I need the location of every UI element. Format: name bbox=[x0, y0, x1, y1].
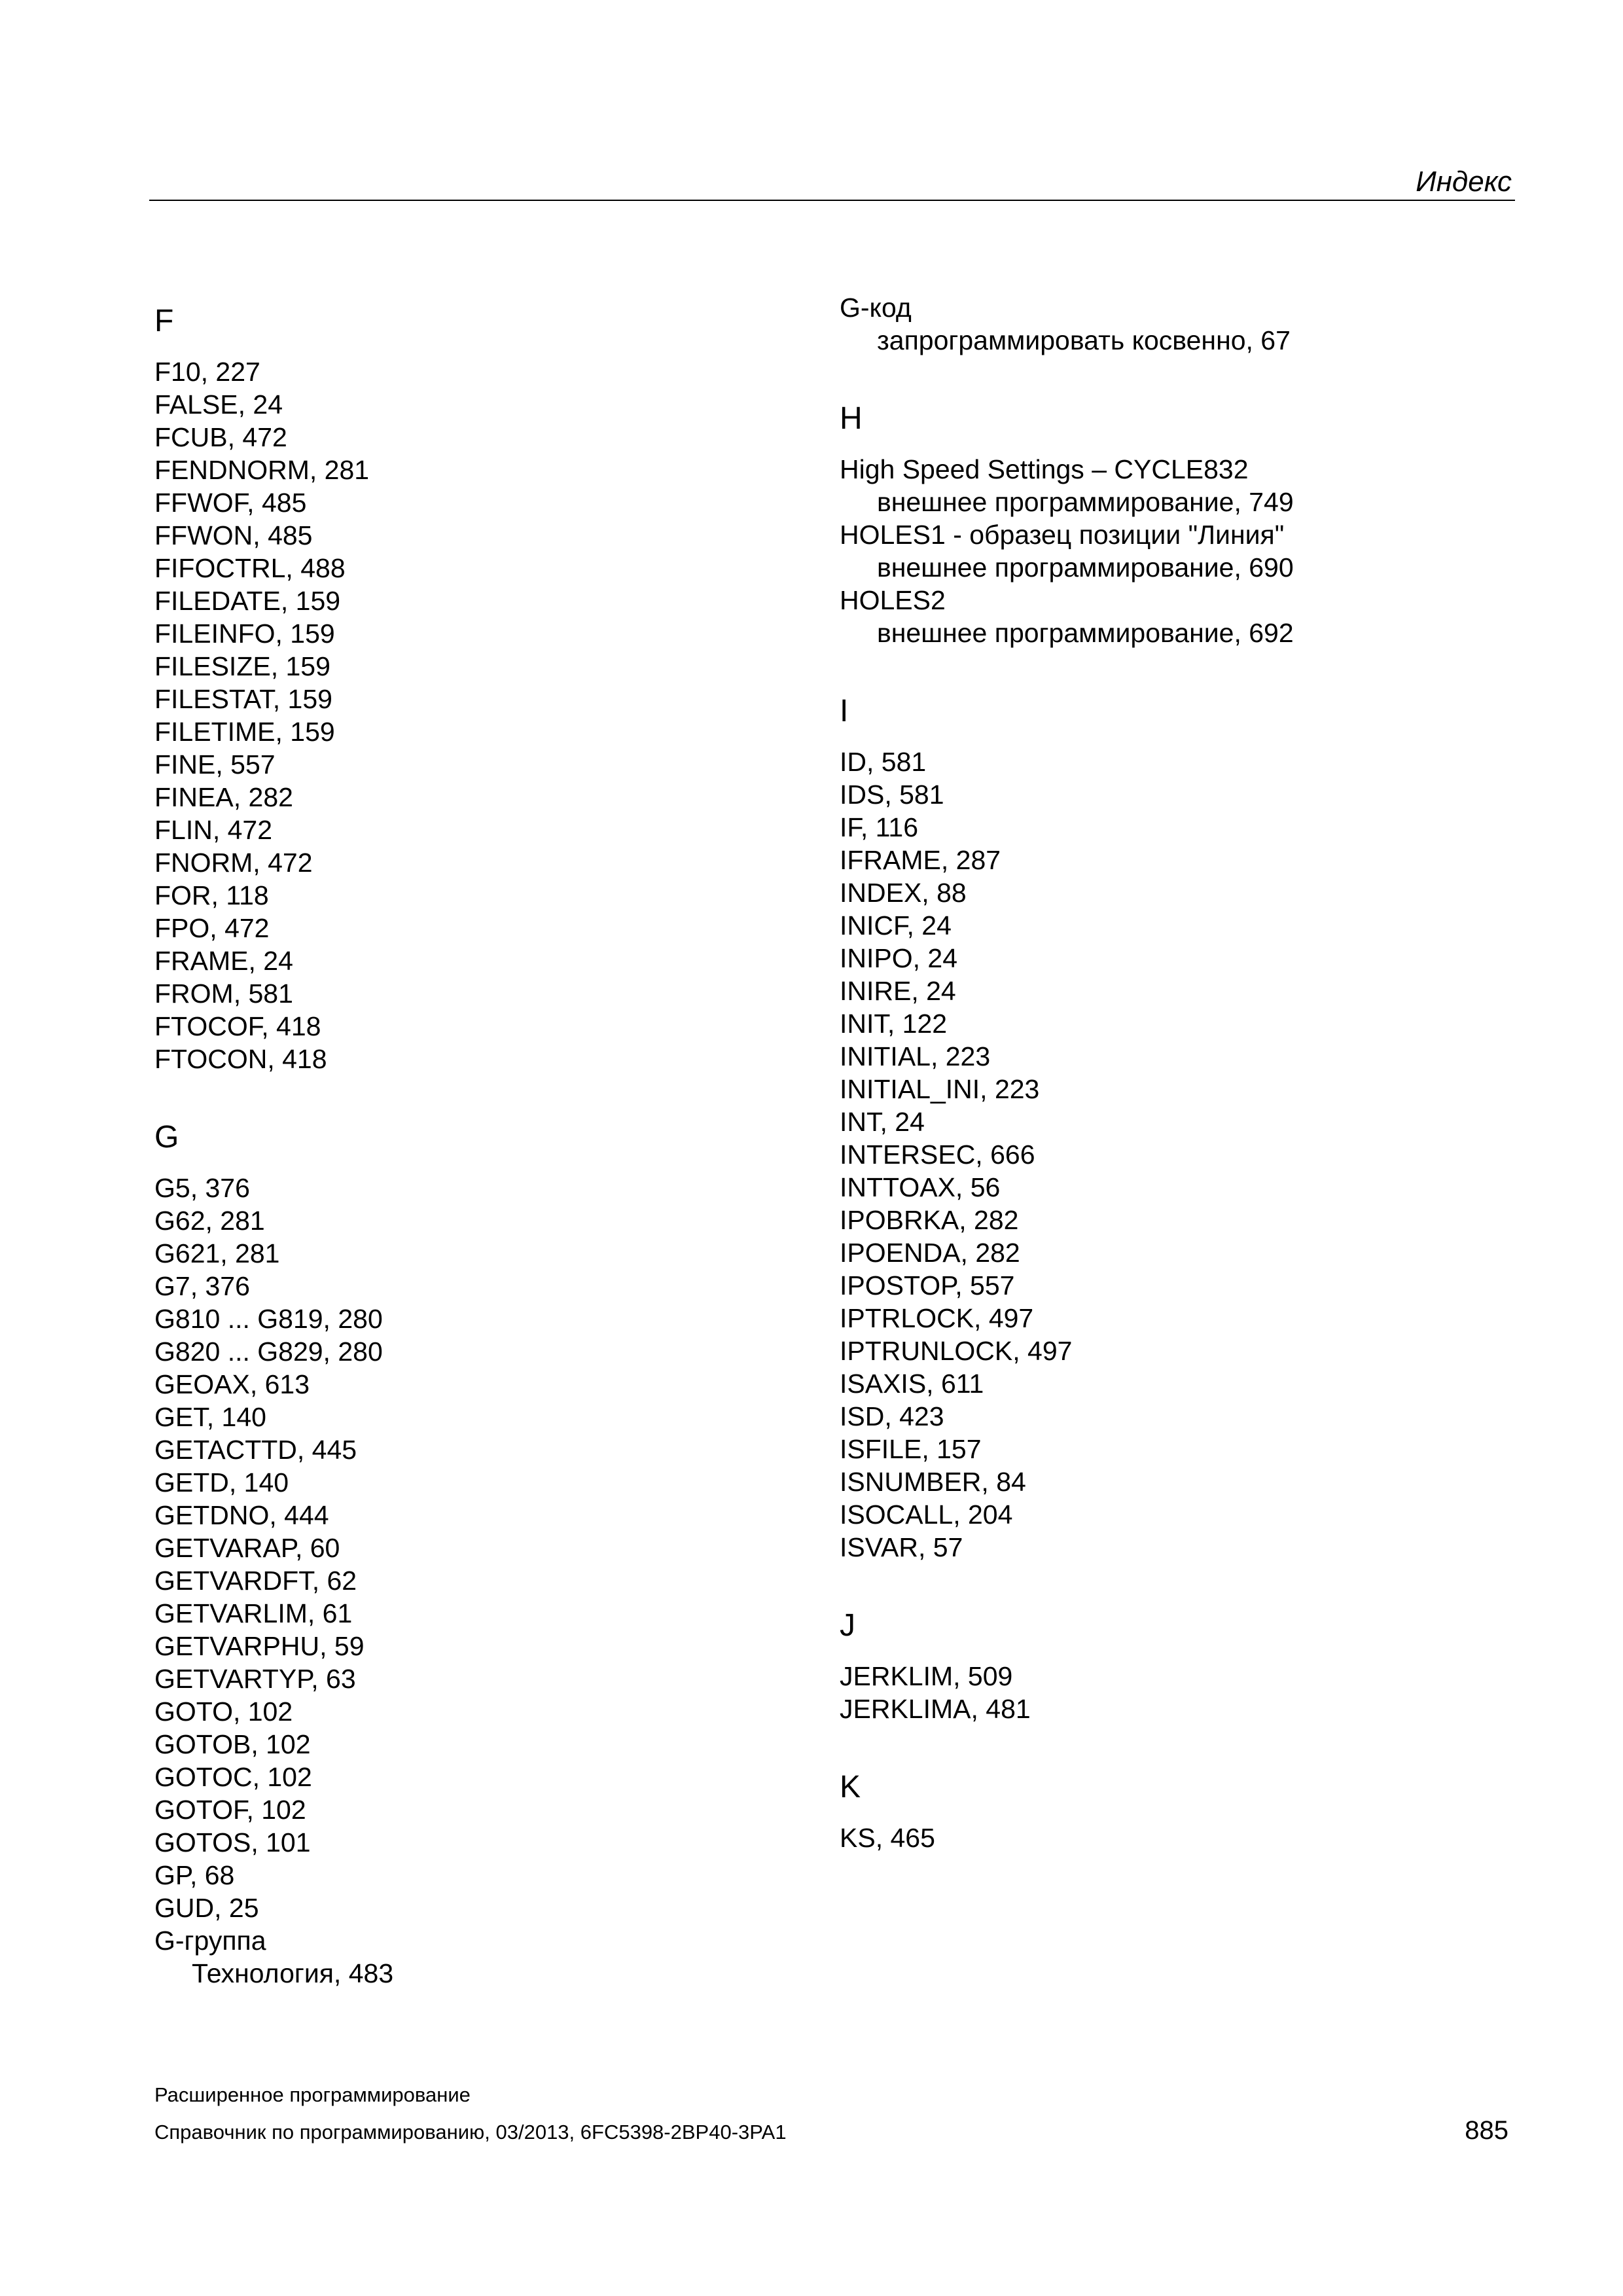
index-entry: GETVARTYP, 63 bbox=[154, 1664, 356, 1694]
index-entry: FALSE, 24 bbox=[154, 389, 283, 420]
index-entry: ISD, 423 bbox=[840, 1401, 944, 1431]
index-entry: FCUB, 472 bbox=[154, 422, 287, 452]
index-entry: GP, 68 bbox=[154, 1860, 235, 1890]
index-subentry: внешнее программирование, 749 bbox=[877, 487, 1294, 517]
index-entry: INIRE, 24 bbox=[840, 976, 956, 1006]
index-entry: GETVARDFT, 62 bbox=[154, 1566, 357, 1596]
index-entry: INITIAL, 223 bbox=[840, 1041, 991, 1071]
index-letter-heading: K bbox=[840, 1770, 861, 1804]
index-entry: FNORM, 472 bbox=[154, 848, 313, 878]
index-entry: GETVARLIM, 61 bbox=[154, 1598, 353, 1628]
index-entry: INDEX, 88 bbox=[840, 878, 967, 908]
index-entry: HOLES2 bbox=[840, 585, 946, 615]
index-letter-heading: F bbox=[154, 304, 174, 338]
index-section bbox=[840, 399, 1494, 649]
index-entry: FIFOCTRL, 488 bbox=[154, 553, 346, 583]
index-entry: GETDNO, 444 bbox=[154, 1500, 329, 1530]
index-entry: INIT, 122 bbox=[840, 1009, 948, 1039]
index-entry: G-группа bbox=[154, 1926, 266, 1956]
index-letter-heading: I bbox=[840, 694, 849, 728]
index-section bbox=[154, 302, 796, 1075]
index-entry: INITIAL_INI, 223 bbox=[840, 1074, 1040, 1104]
index-entry: IPOSTOP, 557 bbox=[840, 1270, 1015, 1300]
index-entry: FILEINFO, 159 bbox=[154, 619, 335, 649]
index-entry: IF, 116 bbox=[840, 812, 919, 842]
index-column-right bbox=[840, 291, 1494, 1897]
index-entry: GEOAX, 613 bbox=[154, 1369, 310, 1399]
index-letter-heading: H bbox=[840, 401, 863, 436]
index-entry: G62, 281 bbox=[154, 1206, 265, 1236]
index-entry: INT, 24 bbox=[840, 1107, 925, 1137]
index-entry: FENDNORM, 281 bbox=[154, 455, 370, 485]
index-entry: GUD, 25 bbox=[154, 1893, 259, 1923]
index-section bbox=[840, 1606, 1494, 1725]
index-entry: ISFILE, 157 bbox=[840, 1434, 982, 1464]
index-entry: FILESTAT, 159 bbox=[154, 684, 332, 714]
index-entry: ISVAR, 57 bbox=[840, 1532, 963, 1562]
index-entry: IPTRUNLOCK, 497 bbox=[840, 1336, 1073, 1366]
index-column-left bbox=[154, 291, 796, 2032]
index-entry: GOTOS, 101 bbox=[154, 1827, 311, 1857]
index-entry: KS, 465 bbox=[840, 1823, 935, 1853]
index-section bbox=[840, 291, 1494, 357]
index-entry: IPOENDA, 282 bbox=[840, 1238, 1020, 1268]
footer-title: Расширенное программирование bbox=[154, 2083, 471, 2106]
index-entry: JERKLIMA, 481 bbox=[840, 1694, 1031, 1724]
index-entry: GETD, 140 bbox=[154, 1467, 289, 1498]
index-entry: IDS, 581 bbox=[840, 780, 944, 810]
index-entry: FFWON, 485 bbox=[154, 520, 313, 550]
header-title: Индекс bbox=[1416, 166, 1512, 198]
index-entry: F10, 227 bbox=[154, 357, 260, 387]
index-entry: G-код bbox=[840, 293, 912, 323]
index-entry: FILEDATE, 159 bbox=[154, 586, 341, 616]
index-entry: FINE, 557 bbox=[154, 749, 276, 780]
index-entry: G621, 281 bbox=[154, 1238, 280, 1268]
index-section bbox=[840, 692, 1494, 1564]
index-entry: FPO, 472 bbox=[154, 913, 270, 943]
index-entry: High Speed Settings – CYCLE832 bbox=[840, 454, 1249, 484]
index-entry: FTOCON, 418 bbox=[154, 1044, 327, 1074]
index-subentry: внешнее программирование, 690 bbox=[877, 552, 1294, 583]
index-entry: GOTOF, 102 bbox=[154, 1795, 306, 1825]
index-entry: FINEA, 282 bbox=[154, 782, 293, 812]
index-subentry: запрограммировать косвенно, 67 bbox=[877, 325, 1291, 355]
index-section bbox=[840, 1768, 1494, 1854]
index-letter-heading: J bbox=[840, 1608, 855, 1643]
index-entry: FRAME, 24 bbox=[154, 946, 293, 976]
index-entry: ISAXIS, 611 bbox=[840, 1369, 984, 1399]
index-entry: G810 ... G819, 280 bbox=[154, 1304, 383, 1334]
index-entry: GETVARAP, 60 bbox=[154, 1533, 340, 1563]
index-entry: ISOCALL, 204 bbox=[840, 1499, 1013, 1530]
index-entry: FFWOF, 485 bbox=[154, 488, 307, 518]
index-letter-heading: G bbox=[154, 1120, 179, 1155]
index-entry: IPTRLOCK, 497 bbox=[840, 1303, 1034, 1333]
index-entry: FLIN, 472 bbox=[154, 815, 273, 845]
index-entry: GETVARPHU, 59 bbox=[154, 1631, 365, 1661]
footer-reference: Справочник по программированию, 03/2013, 6FC5398-2BP40-3PA1 bbox=[154, 2121, 787, 2144]
index-entry: G820 ... G829, 280 bbox=[154, 1336, 383, 1367]
index-entry: INTERSEC, 666 bbox=[840, 1139, 1035, 1170]
index-section bbox=[154, 1118, 796, 1990]
index-subentry: Технология, 483 bbox=[192, 1958, 394, 1988]
index-entry: FILESIZE, 159 bbox=[154, 651, 330, 681]
index-entry: GOTO, 102 bbox=[154, 1696, 293, 1727]
index-entry: INTTOAX, 56 bbox=[840, 1172, 1001, 1202]
index-entry: ISNUMBER, 84 bbox=[840, 1467, 1026, 1497]
header-rule bbox=[149, 200, 1515, 201]
index-entry: FROM, 581 bbox=[154, 978, 293, 1009]
index-entry: INICF, 24 bbox=[840, 910, 952, 941]
index-subentry: внешнее программирование, 692 bbox=[877, 618, 1294, 648]
index-entry: ID, 581 bbox=[840, 747, 927, 777]
index-entry: G5, 376 bbox=[154, 1173, 250, 1203]
index-entry: JERKLIM, 509 bbox=[840, 1661, 1013, 1691]
index-entry: FOR, 118 bbox=[154, 880, 269, 910]
index-entry: FTOCOF, 418 bbox=[154, 1011, 321, 1041]
index-entry: INIPO, 24 bbox=[840, 943, 958, 973]
index-entry: IPOBRKA, 282 bbox=[840, 1205, 1019, 1235]
index-entry: GOTOB, 102 bbox=[154, 1729, 311, 1759]
index-entry: IFRAME, 287 bbox=[840, 845, 1001, 875]
index-entry: FILETIME, 159 bbox=[154, 717, 335, 747]
index-entry: GOTOC, 102 bbox=[154, 1762, 312, 1792]
index-entry: GETACTTD, 445 bbox=[154, 1435, 357, 1465]
page-number: 885 bbox=[1465, 2116, 1508, 2145]
index-entry: G7, 376 bbox=[154, 1271, 250, 1301]
index-entry: GET, 140 bbox=[154, 1402, 266, 1432]
index-entry: HOLES1 - образец позиции "Линия" bbox=[840, 520, 1285, 550]
